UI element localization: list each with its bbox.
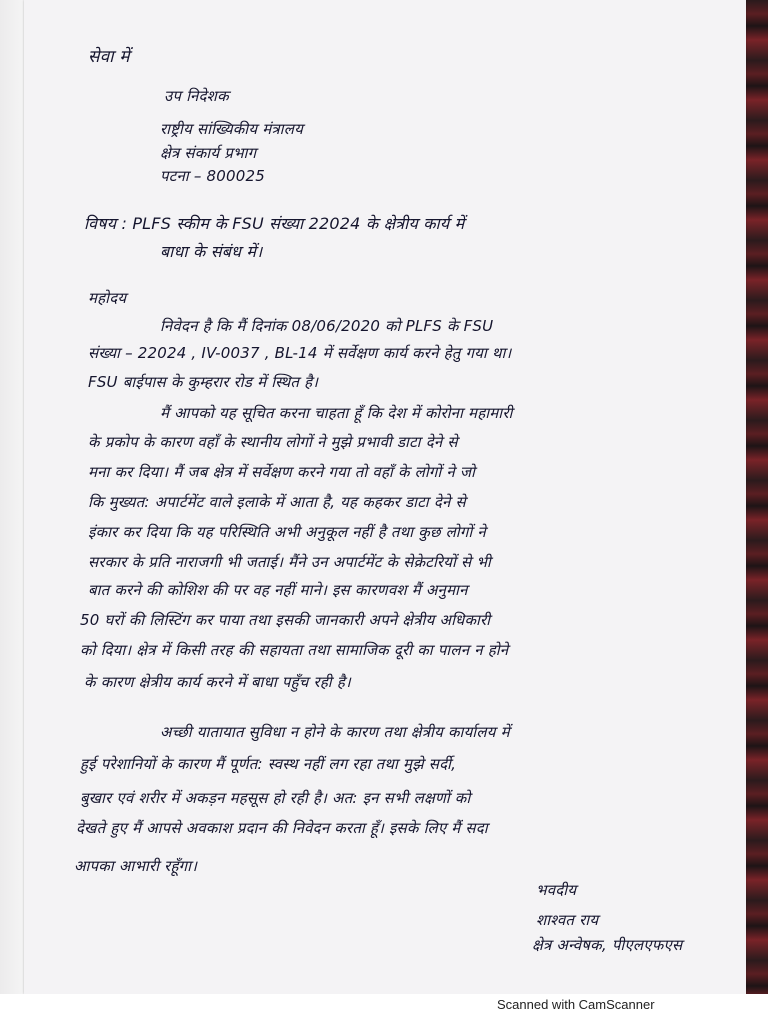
body-line: के कारण क्षेत्रीय कार्य करने में बाधा पहुँच रही है। [84, 673, 351, 691]
subject-line-1: विषय : PLFS स्कीम के FSU संख्या 22024 के क्षेत्रीय कार्य में [84, 214, 465, 233]
body-line: निवेदन है कि मैं दिनांक 08/06/2020 को PLFS के FSU [160, 317, 494, 335]
body-line: के प्रकोप के कारण वहाँ के स्थानीय लोगों ने मुझे प्रभावी डाटा देने से [88, 433, 458, 451]
body-line: कि मुख्यत: अपार्टमेंट वाले इलाके में आता है, यह कहकर डाटा देने से [88, 493, 466, 511]
body-line: को दिया। क्षेत्र में किसी तरह की सहायता तथा सामाजिक दूरी का पालन न होने [80, 641, 509, 659]
department-name: क्षेत्र संकार्य प्रभाग [160, 144, 257, 162]
body-line: बात करने की कोशिश की पर वह नहीं माने। इस कारणवश मैं अनुमान [88, 581, 468, 599]
greeting: महोदय [88, 289, 127, 307]
valediction: भवदीय [536, 881, 577, 899]
body-line: इंकार कर दिया कि यह परिस्थिति अभी अनुकूल नहीं है तथा कुछ लोगों ने [88, 523, 486, 541]
body-line: बुखार एवं शरीर में अकड़न महसूस हो रही है। अत: इन सभी लक्षणों को [80, 789, 471, 807]
body-line: मैं आपको यह सूचित करना चाहता हूँ कि देश में कोरोना महामारी [160, 404, 513, 422]
salutation-to: सेवा में [88, 47, 130, 67]
ministry-name: राष्ट्रीय सांख्यिकीय मंत्रालय [160, 120, 303, 138]
body-line: देखते हुए मैं आपसे अवकाश प्रदान की निवेदन करता हूँ। इसके लिए मैं सदा [76, 819, 488, 837]
body-line: मना कर दिया। मैं जब क्षेत्र में सर्वेक्षण करने गया तो वहाँ के लोगों ने जो [88, 463, 476, 481]
body-line: अच्छी यातायात सुविधा न होने के कारण तथा क्षेत्रीय कार्यालय में [160, 723, 510, 741]
body-line: FSU बाईपास के कुम्हरार रोड में स्थित है। [88, 373, 319, 391]
body-line: 50 घरों की लिस्टिंग कर पाया तथा इसकी जानकारी अपने क्षेत्रीय अधिकारी [80, 611, 491, 629]
signer-designation: क्षेत्र अन्वेषक, पीएलएफएस [532, 936, 683, 954]
signer-name: शाश्वत राय [536, 911, 599, 929]
body-line: आपका आभारी रहूँगा। [74, 857, 198, 875]
body-line: सरकार के प्रति नाराजगी भी जताई। मैंने उन अपार्टमेंट के सेक्रेटरियों से भी [88, 553, 491, 571]
body-line: हुई परेशानियों के कारण मैं पूर्णत: स्वस्थ नहीं लग रहा तथा मुझे सर्दी, [80, 755, 457, 773]
city-pin: पटना – 800025 [160, 167, 265, 185]
subject-line-2: बाधा के संबंध में। [160, 242, 263, 261]
camscanner-watermark: Scanned with CamScanner [497, 997, 655, 1012]
body-line: संख्या – 22024 , IV-0037 , BL-14 में सर्वेक्षण कार्य करने हेतु गया था। [88, 344, 512, 362]
recipient-title: उप निदेशक [164, 87, 229, 105]
